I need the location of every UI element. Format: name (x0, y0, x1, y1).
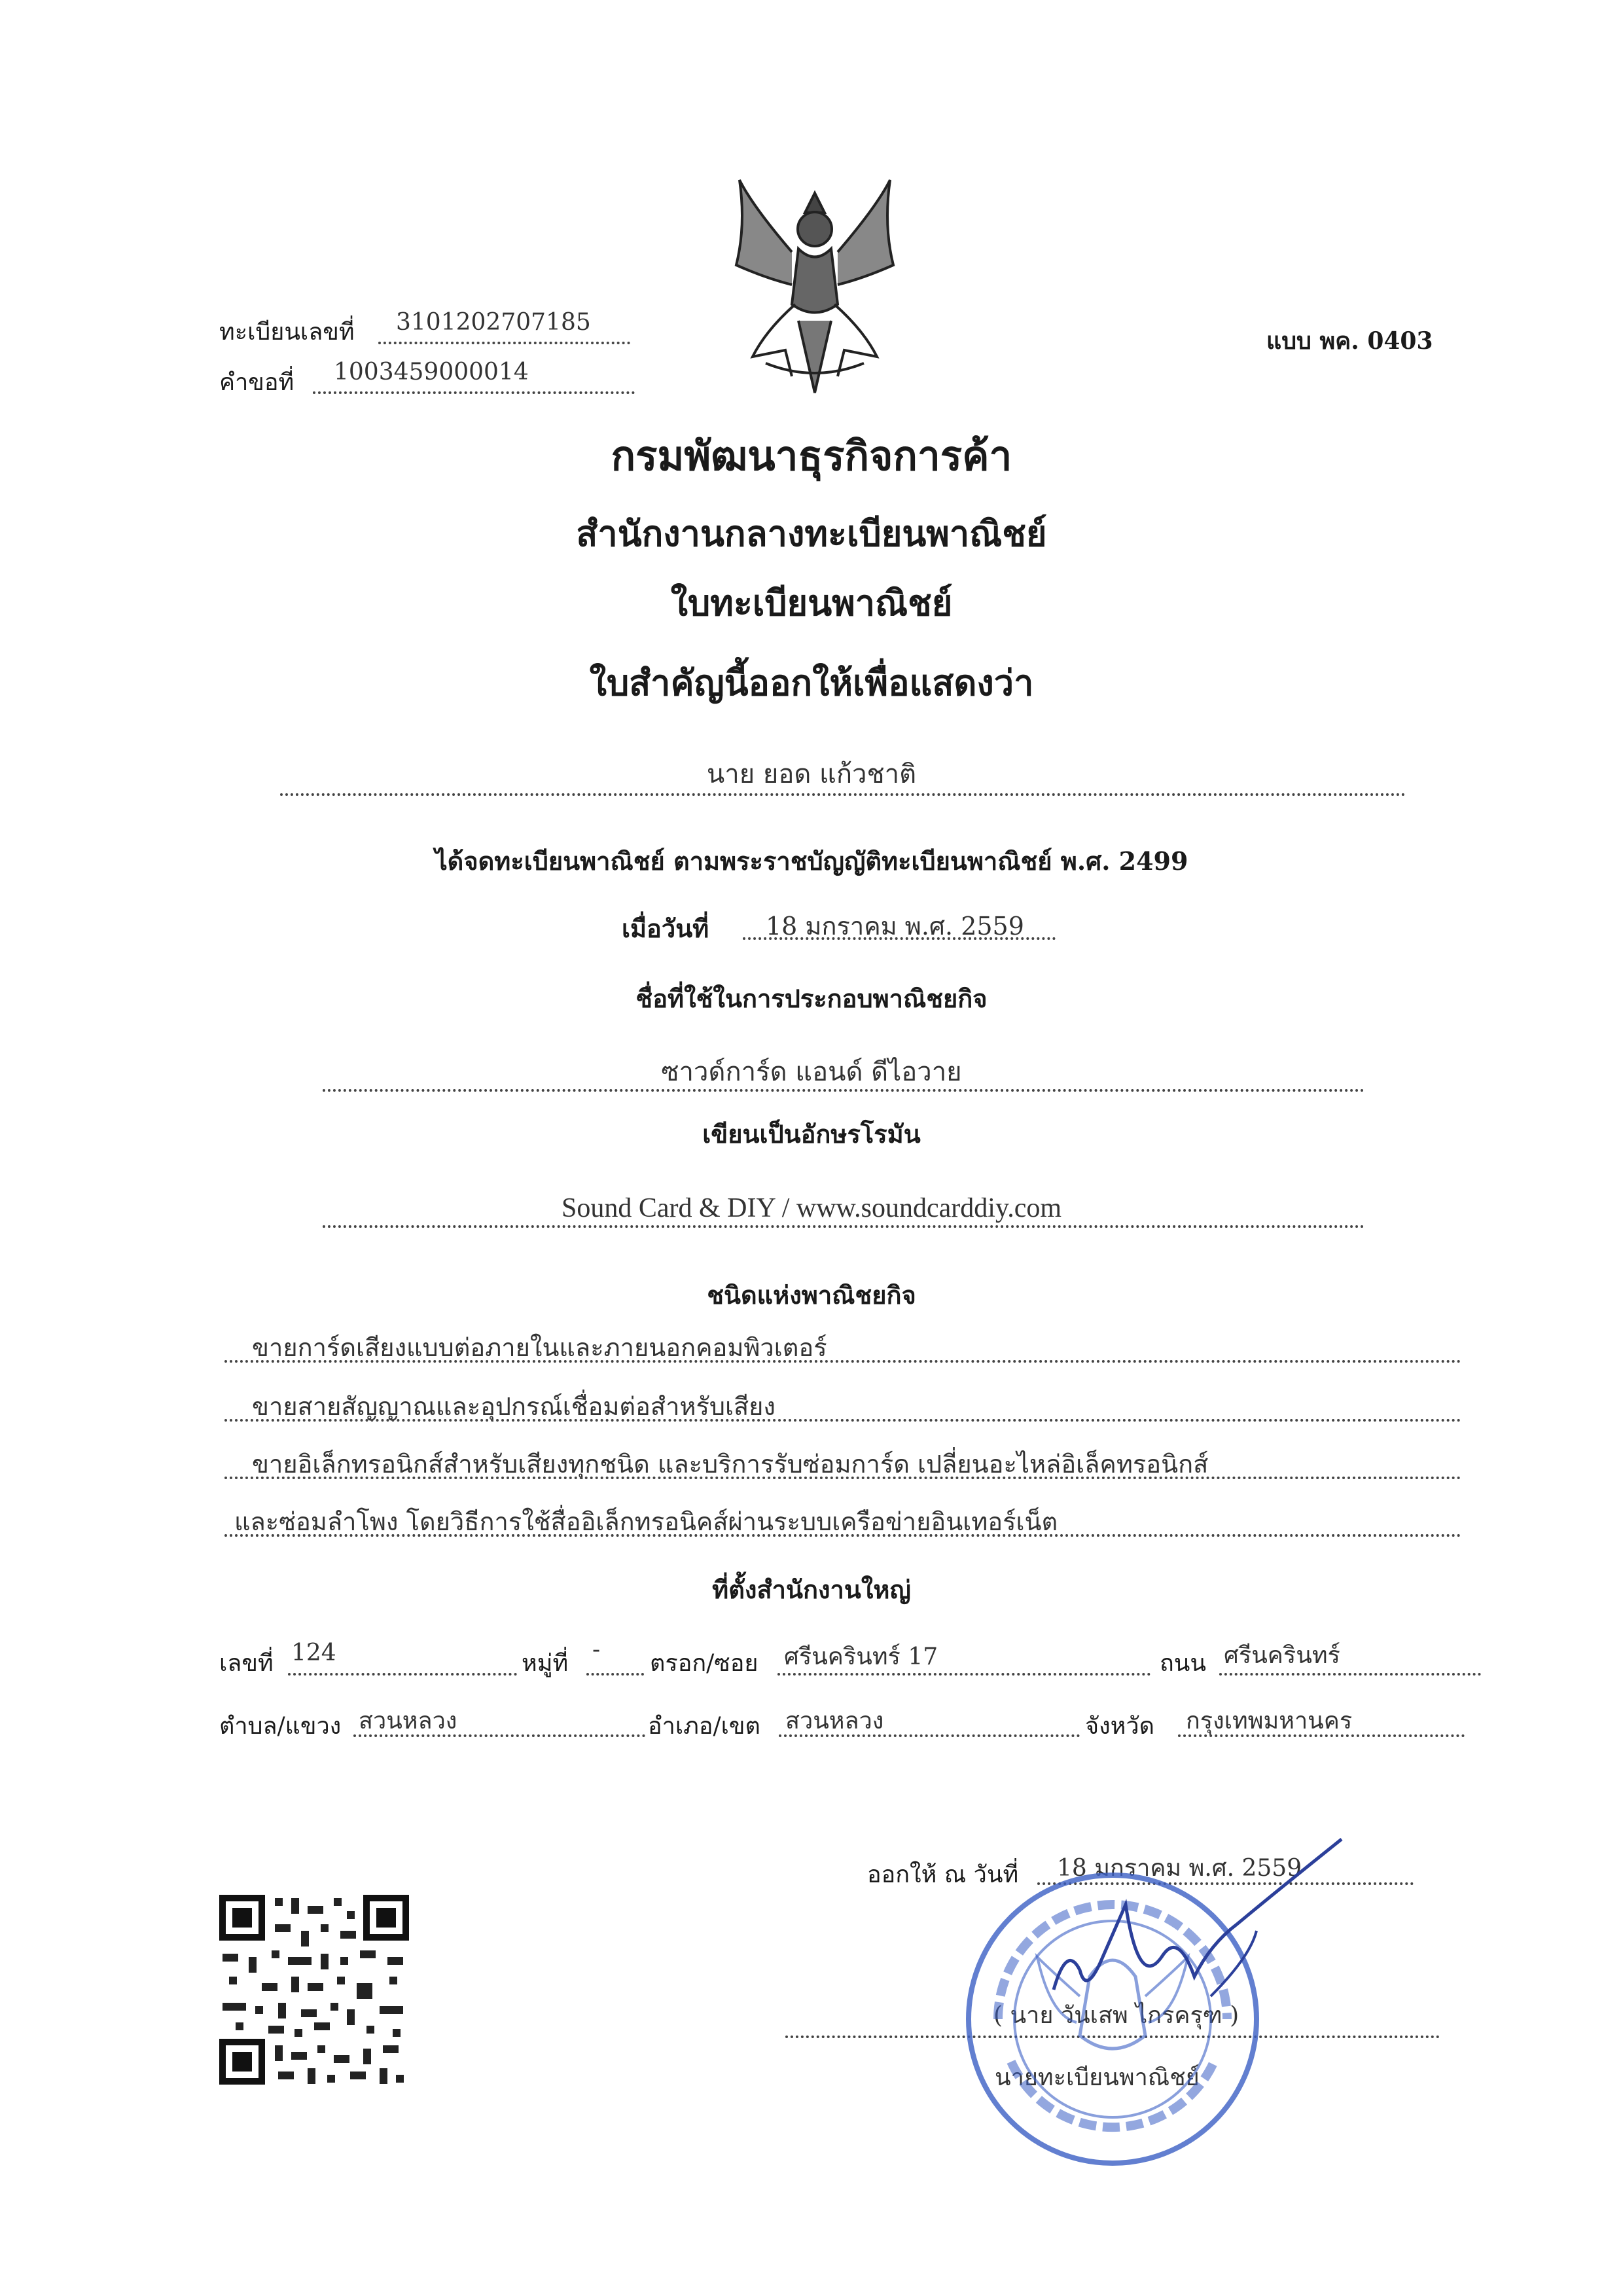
addr-moo-label: หมู่ที่ (522, 1650, 569, 1677)
addr-no-dotline (288, 1673, 517, 1676)
reg-no-label: ทะเบียนเลขที่ (219, 319, 355, 346)
issue-label: ออกให้ ณ วันที่ (867, 1861, 1019, 1888)
addr-province-value: กรุงเทพมหานคร (1186, 1708, 1353, 1734)
department-title: กรมพัฒนาธุรกิจการค้า (611, 432, 1012, 480)
addr-road-dotline (1219, 1673, 1481, 1676)
owner-dotline (280, 793, 1406, 796)
addr-subdistrict-value: สวนหลวง (359, 1708, 457, 1734)
addr-province-label: จังหวัด (1085, 1713, 1154, 1740)
addr-road-label: ถนน (1160, 1650, 1207, 1677)
business-type-label: ชนิดแห่งพาณิชยกิจ (707, 1280, 916, 1310)
addr-district-value: สวนหลวง (785, 1708, 884, 1734)
office-title: สำนักงานกลางทะเบียนพาณิชย์ (576, 512, 1047, 554)
business-type-line-3: ขายอิเล็กทรอนิกส์สำหรับเสียงทุกชนิด และบริการรับซ่อมการ์ด เปลี่ยนอะไหล่อิเล็คทรอนิกส์ (252, 1450, 1209, 1479)
form-code: แบบ พค. 0403 (1266, 327, 1433, 355)
document-title: ใบทะเบียนพาณิชย์ (670, 582, 953, 624)
addr-soi-dotline (777, 1673, 1150, 1676)
addr-province-dotline (1178, 1734, 1465, 1737)
registered-date-value: 18 มกราคม พ.ศ. 2559 (766, 912, 1024, 941)
roman-label: เขียนเป็นอักษรโรมัน (702, 1119, 921, 1149)
signature-icon (1041, 1826, 1355, 2022)
reg-no-dotline (378, 342, 630, 344)
addr-district-label: อำเภอ/เขต (648, 1713, 760, 1740)
roman-value: Sound Card & DIY / www.soundcarddiy.com (561, 1193, 1062, 1223)
business-type-line-2: ขายสายสัญญาณและอุปกรณ์เชื่อมต่อสำหรับเสียง (252, 1392, 776, 1421)
certify-title: ใบสำคัญนี้ออกให้เพื่อแสดงว่า (589, 662, 1034, 704)
registered-date-dotline (743, 937, 1056, 940)
registered-date-label: เมื่อวันที่ (622, 914, 709, 943)
business-type-line-4: และซ่อมลำโพง โดยวิธีการใช้สื่ออิเล็กทรอนิคส์ผ่านระบบเครือข่ายอินเทอร์เน็ต (234, 1507, 1058, 1536)
business-name-label: ชื่อที่ใช้ในการประกอบพาณิชยกิจ (635, 984, 988, 1013)
business-type-dotline-3 (224, 1477, 1461, 1479)
addr-subdistrict-dotline (353, 1734, 645, 1737)
qr-code-icon (216, 1892, 412, 2088)
request-no-dotline (313, 391, 635, 394)
reg-no-value: 3101202707185 (396, 309, 591, 336)
addr-soi-label: ตรอก/ซอย (650, 1650, 758, 1677)
garuda-emblem-icon (726, 167, 903, 409)
business-type-dotline-4 (224, 1534, 1461, 1537)
addr-no-label: เลขที่ (219, 1650, 274, 1677)
addr-soi-value: ศรีนครินทร์ 17 (784, 1643, 938, 1670)
addr-road-value: ศรีนครินทร์ (1224, 1642, 1340, 1669)
business-type-dotline-1 (224, 1360, 1461, 1363)
owner-name: นาย ยอด แก้วชาติ (706, 759, 917, 789)
business-type-dotline-2 (224, 1419, 1461, 1422)
issue-date: 18 มกราคม พ.ศ. 2559 (1057, 1855, 1302, 1882)
addr-district-dotline (779, 1734, 1080, 1737)
business-type-line-1: ขายการ์ดเสียงแบบต่อภายในและภายนอกคอมพิวเตอร์ (252, 1333, 827, 1362)
roman-dotline (323, 1225, 1364, 1228)
addr-moo-dotline (586, 1673, 644, 1676)
addr-subdistrict-label: ตำบล/แขวง (219, 1713, 342, 1740)
registered-under: ได้จดทะเบียนพาณิชย์ ตามพระราชบัญญัติทะเบียนพาณิชย์ พ.ศ. 2499 (435, 846, 1188, 876)
addr-moo-value: - (592, 1636, 601, 1663)
request-no-label: คำขอที่ (219, 369, 294, 396)
business-name-dotline (323, 1089, 1364, 1092)
signer-title: นายทะเบียนพาณิชย์ (995, 2064, 1200, 2091)
signer-name: ( นาย วันเสพ ไกรครุฑ ) (993, 2002, 1240, 2029)
addr-no-value: 124 (291, 1640, 336, 1666)
request-no-value: 1003459000014 (334, 359, 529, 386)
address-label: ที่ตั้งสำนักงานใหญ่ (712, 1575, 911, 1604)
business-name-value: ซาวด์การ์ด แอนด์ ดีไอวาย (661, 1057, 962, 1087)
